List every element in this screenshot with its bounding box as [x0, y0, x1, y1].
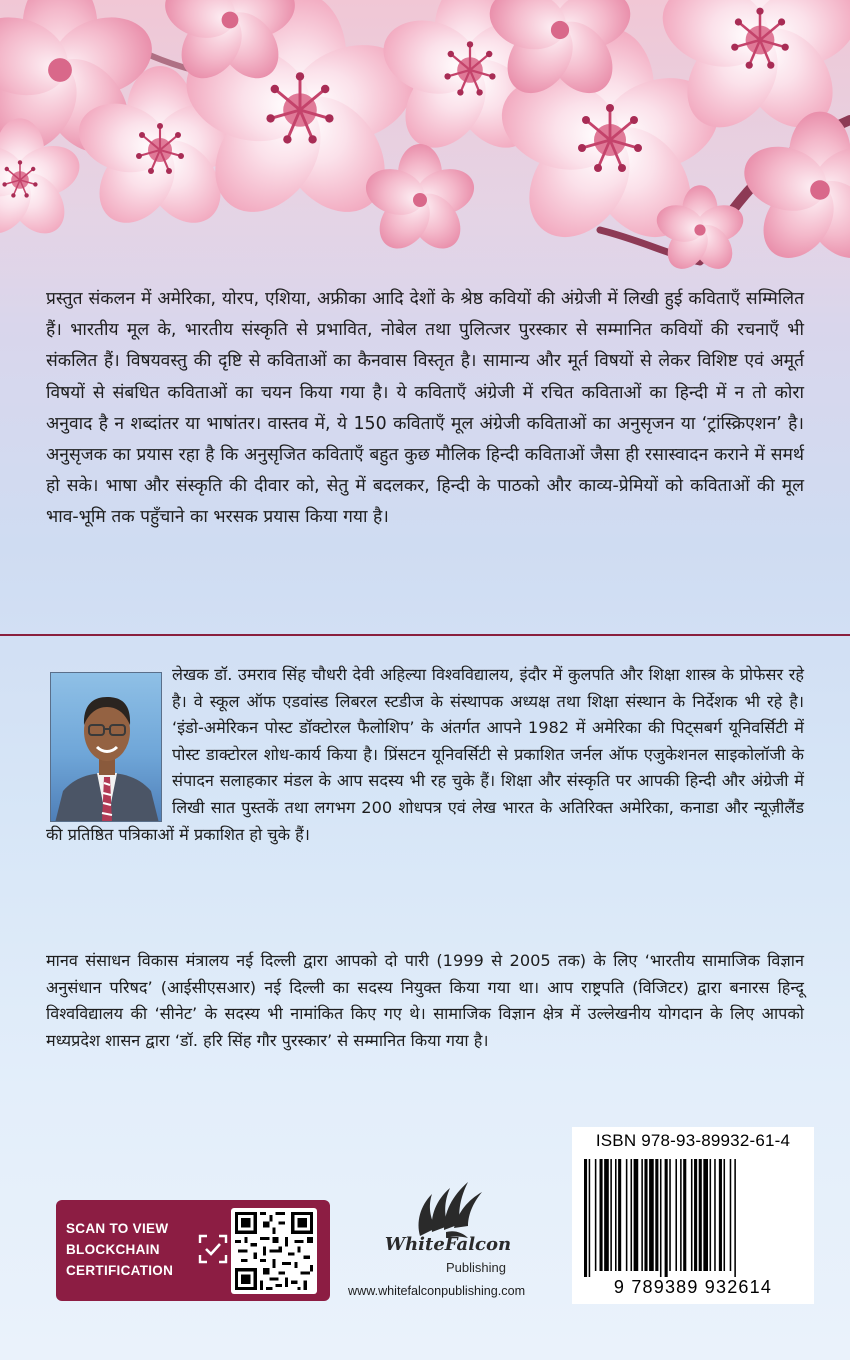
book-blurb: प्रस्तुत संकलन में अमेरिका, योरप, एशिया, अफ्रीका आदि देशों के श्रेष्ठ कवियों की अंग्रेजी में लिखी हुई कविताएँ सम्मिलित हैं। भारतीय मूल के, भारतीय संस्कृति से प्रभावित, नोबेल तथा पुलित्जर पुरस्कार से सम्मानित कवियों की रचनाएँ भी संकलित हैं। विषयवस्तु की दृष्टि से कविताओं का कैनवास विस्तृत है। सामान्य और मूर्त विषयों से लेकर विशिष्ट एवं अमूर्त विषयों से संबधित कविताओं का चयन किया गया है। ये कविताएँ अंग्रेजी में रचित कविताओं का हिन्दी में न तो कोरा अनुवाद है न शब्दांतर या भाषांतर। वास्तव में, ये 150 कविताएँ मूल अंग्रेजी कविताओं का अनुसृजन या ‘ट्रांस्क्रिएशन’ है। अनुसृजक का प्रयास रहा है कि अनुसृजित कविताएँ बहुत कुछ मौलिक हिन्दी कविताओं जैसा ही रसास्वादन कराने में समर्थ हो सके। भाषा और संस्कृति की दीवार को, सेतु में बदलकर, हिन्दी के पाठको और काव्य-प्रेमियों को कविताओं की मूल भाव-भूमि तक पहुँचाने का भरसक प्रयास किया गया है। [46, 289, 804, 528]
section-divider [0, 634, 850, 636]
publisher-sub: Publishing [446, 1260, 506, 1275]
photo-spacer [46, 662, 172, 820]
barcode-bar [615, 1159, 617, 1271]
falcon-icon [350, 1172, 550, 1242]
publisher-name: WhiteFalcon [384, 1234, 512, 1255]
isbn-barcode [572, 1127, 814, 1304]
blossom-art [0, 0, 850, 280]
scan-check-icon [198, 1234, 228, 1264]
barcode-bar [644, 1159, 647, 1271]
scan-instructions [66, 1218, 196, 1281]
scan-line-1: SCAN TO VIEW [66, 1221, 169, 1236]
barcode-bar [595, 1159, 597, 1271]
qr-code-icon [235, 1212, 313, 1290]
author-bio [46, 662, 804, 848]
barcode-bar [683, 1159, 686, 1271]
barcode-bar [604, 1159, 609, 1271]
author-honors: मानव संसाधन विकास मंत्रालय नई दिल्ली द्वारा आपको दो पारी (1999 से 2005 तक) के लिए ‘भारतीय सामाजिक विज्ञान अनुसंधान परिषद’ (आईसीएसआर) नई दिल्ली का सदस्य नियुक्त किया गया था। आप राष्ट्रपति (विजिटर) द्वारा बनारस हिन्दू विश्वविद्यालय की ‘सीनेट’ के सदस्य भी नामांकित किए गए थे। सामाजिक विज्ञान क्षेत्र में उल्लेखनीय योगदान के लिए आपको मध्यप्रदेश शासन द्वारा ‘डॉ. हरि सिंह गौर पुरस्कार’ से सम्मानित किया गया है। [46, 951, 804, 1050]
author-bio-text: लेखक डॉ. उमराव सिंह चौधरी देवी अहिल्या विश्वविद्यालय, इंदौर में कुलपति और शिक्षा शास्त्र के प्रोफेसर रहे है। वे स्कूल ऑफ एडवांस्ड लिबरल स्टडीज के संस्थापक अध्यक्ष तथा शिक्षा संस्थान के निर्देशक भी रहे है। ‘इंडो-अमेरिकन पोस्ट डॉक्टोरल फैलोशिप’ के अंतर्गत आपने 1982 में अमेरिका की पिट्सबर्ग यूनिवर्सिटी में पोस्ट डाक्टोरल शोध-कार्य किया है। प्रिंसटन यूनिवर्सिटी से प्रकाशित जर्नल ऑफ एजुकेशनल साइकोलॉजी के संपादन सलाहकार मंडल के आप सदस्य भी रह चुके हैं। शिक्षा और संस्कृति पर आपकी हिन्दी और अंग्रेजी में लिखी सात पुस्तकें तथा लगभग 200 शोधपत्र एवं लेख भारत के अतिरिक्त अमेरिका, कनाडा और न्यूज़ीलैंड की प्रतिष्ठित पत्रिकाओं में प्रकाशित हो चुके हैं। [46, 665, 804, 844]
barcode-bar [714, 1159, 716, 1271]
barcode-bar [610, 1159, 612, 1271]
scan-line-3: CERTIFICATION [66, 1263, 174, 1278]
barcode-bar [649, 1159, 654, 1271]
barcode-bar [600, 1159, 603, 1271]
barcode-bar [584, 1159, 587, 1277]
barcode-bar [669, 1159, 671, 1271]
barcode-bar [626, 1159, 628, 1271]
publisher-website[interactable]: www.whitefalconpublishing.com [348, 1284, 526, 1298]
qr-code[interactable] [231, 1208, 317, 1294]
barcode-bar [694, 1159, 697, 1271]
barcode-bar [730, 1159, 732, 1271]
barcode-bar [691, 1159, 693, 1271]
barcode-bar [634, 1159, 639, 1271]
barcode-bar [719, 1159, 722, 1271]
barcode-bar [734, 1159, 736, 1277]
isbn-digits: 9 789389 932614 [613, 1277, 773, 1297]
barcode-bar [589, 1159, 591, 1277]
barcode-bar [655, 1159, 658, 1271]
barcode-bar [665, 1159, 668, 1277]
barcode-bar [680, 1159, 682, 1271]
barcode-bar [660, 1159, 662, 1277]
barcode-bar [699, 1159, 702, 1271]
barcode-bar [618, 1159, 621, 1271]
blockchain-certification-box [56, 1200, 330, 1301]
barcode-bar [675, 1159, 677, 1271]
cherry-blossom-illustration [0, 0, 850, 280]
barcode-icon [582, 1159, 804, 1277]
isbn-label: ISBN 978-93-89932-61-4 [595, 1131, 791, 1150]
barcode-bar [710, 1159, 712, 1271]
barcode-bar [641, 1159, 643, 1271]
scan-line-2: BLOCKCHAIN [66, 1242, 160, 1257]
barcode-bar [631, 1159, 633, 1271]
barcode-bar [703, 1159, 708, 1271]
barcode-bar [724, 1159, 726, 1271]
